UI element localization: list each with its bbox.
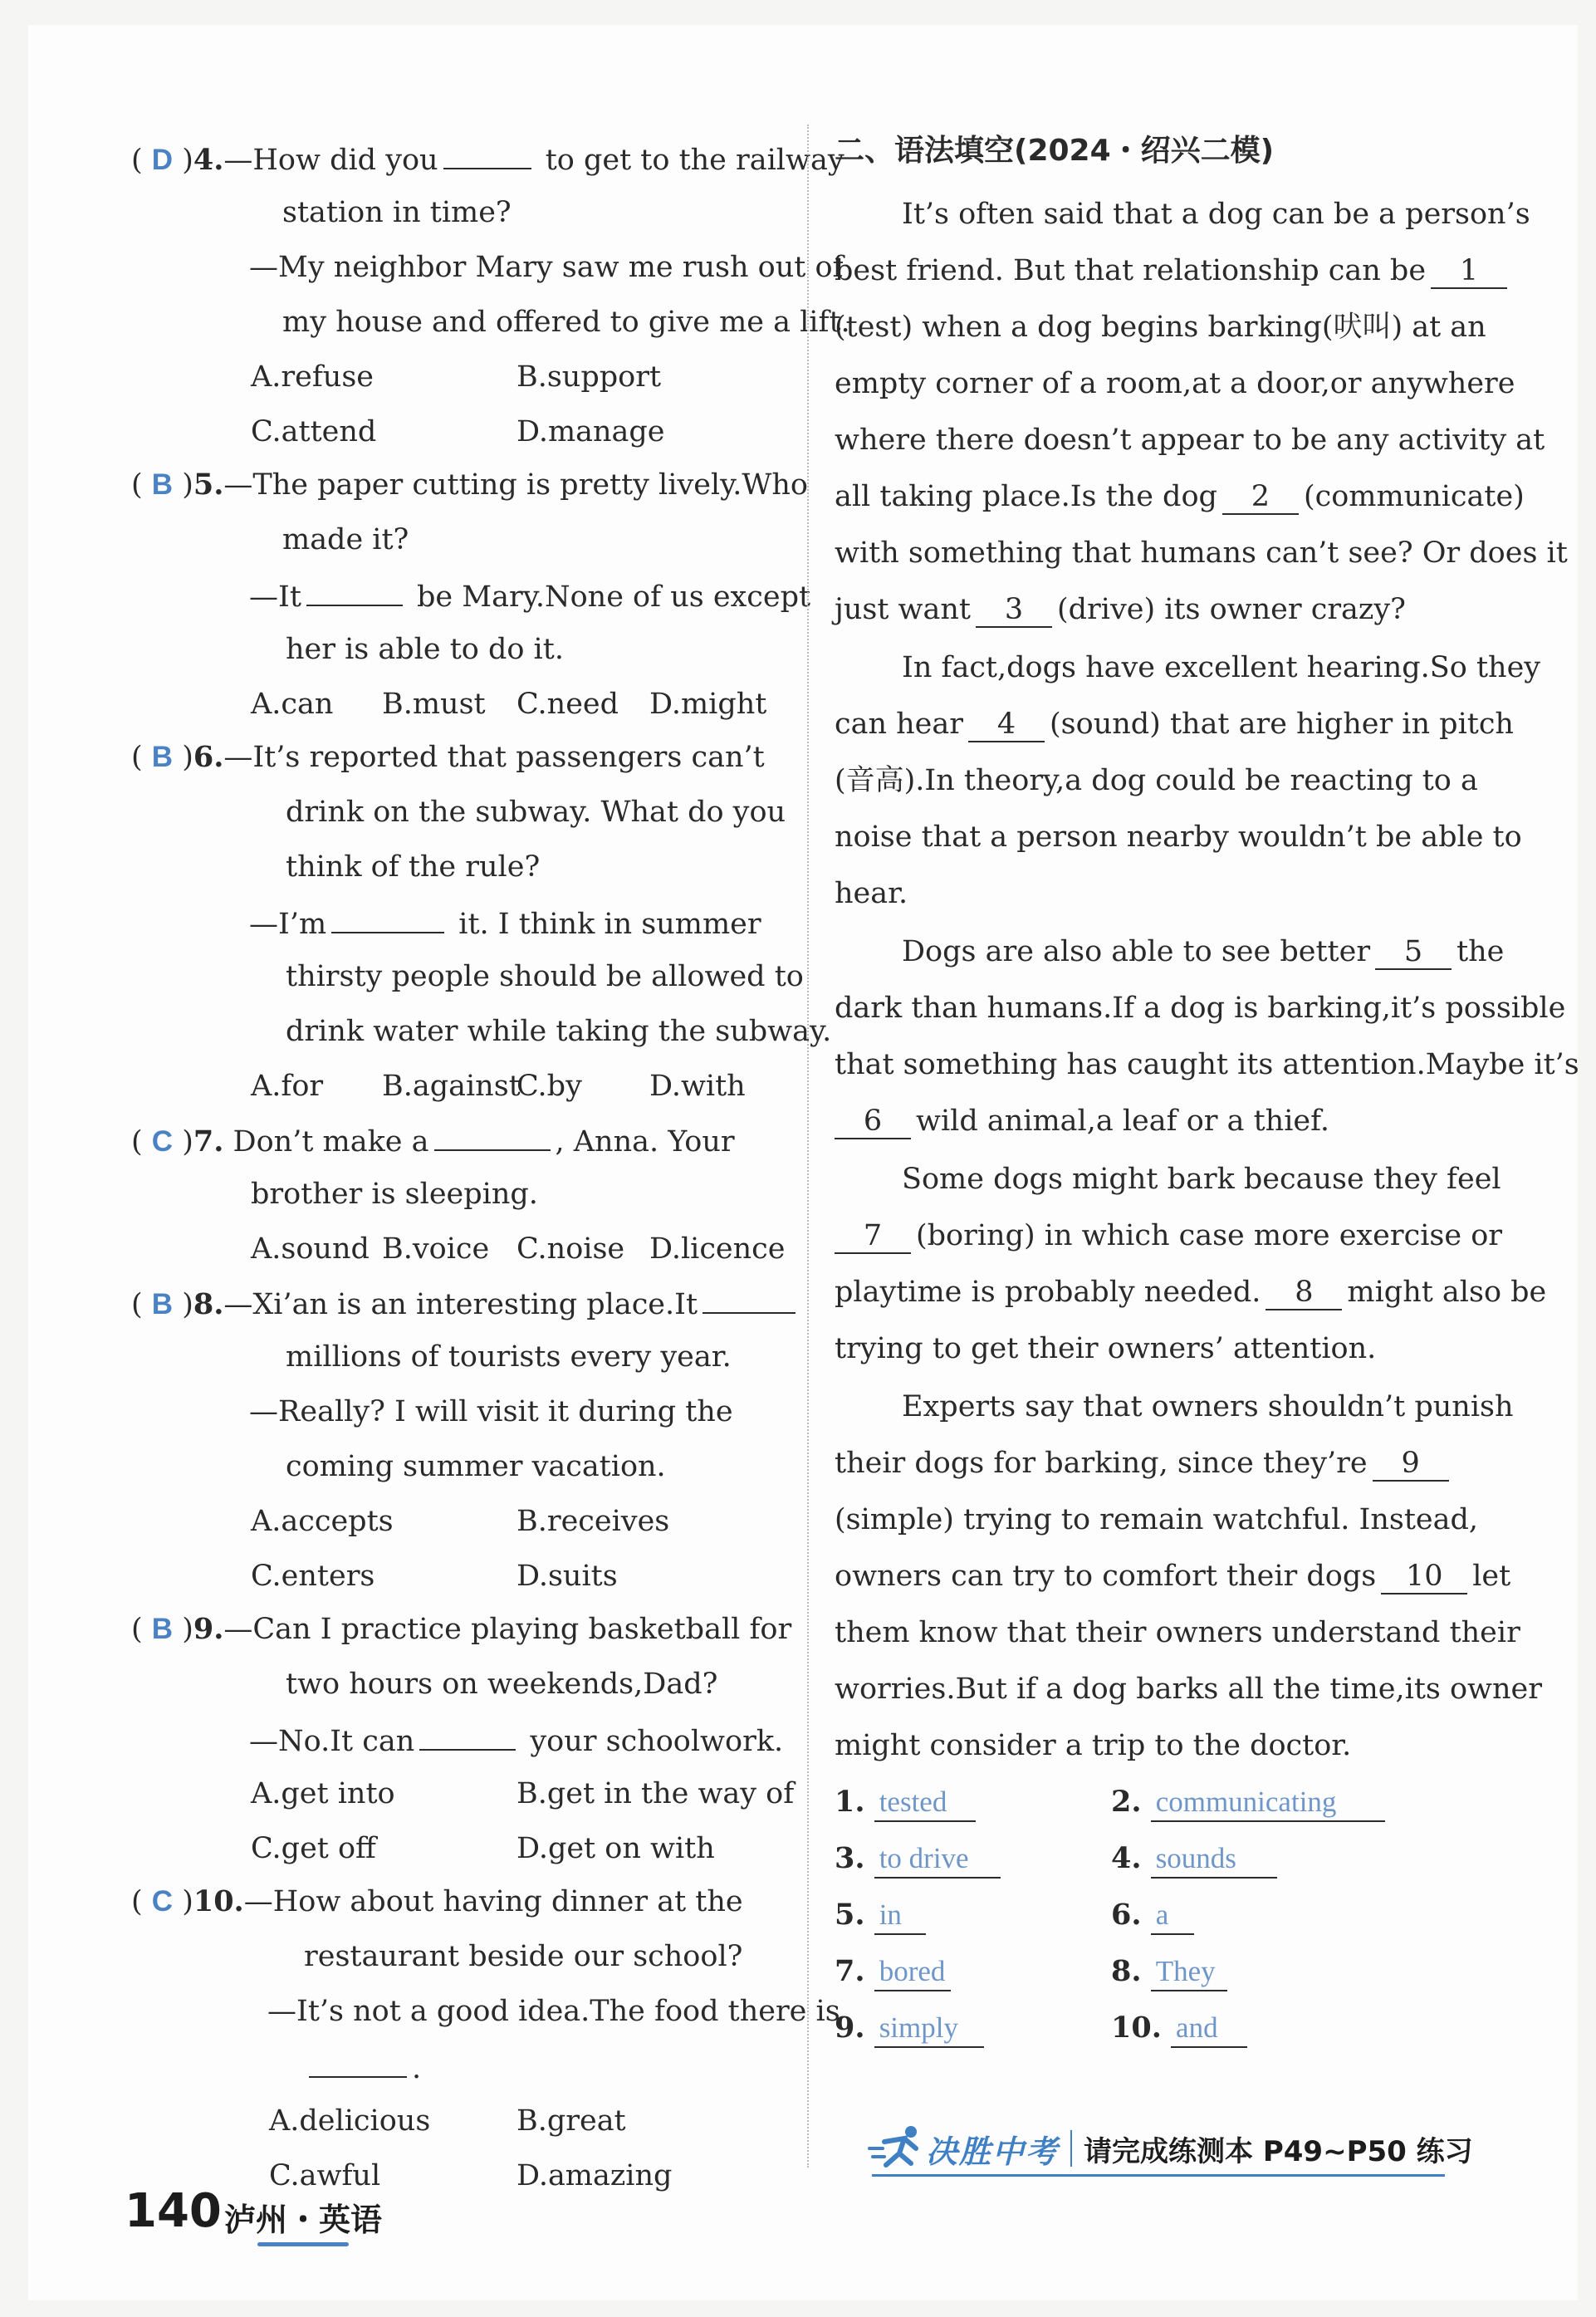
answer-4: D <box>151 144 174 176</box>
fill-answer-1: 1. tested <box>835 1784 976 1822</box>
book-label: 泸州・英语 <box>224 2202 383 2238</box>
question-4: ( D )4.—How did you to get to the railway <box>131 140 845 179</box>
question-5: ( B )5.—The paper cutting is pretty lively.Who <box>131 468 808 502</box>
practice-banner <box>868 2119 1473 2177</box>
section-title: 二、语法填空(2024・绍兴二模) <box>835 134 1275 168</box>
question-9: ( B )9.—Can I practice playing basketball for <box>131 1612 792 1646</box>
answer-10: C <box>151 1885 174 1918</box>
practice-note: 请完成练测本 P49~P50 练习 <box>1084 2134 1473 2168</box>
page-number: 140 <box>125 2184 222 2238</box>
fill-answer-3: 3. to drive <box>835 1840 1001 1879</box>
fill-answer-6: 6. a <box>1111 1897 1194 1935</box>
column-divider <box>807 125 809 2168</box>
fill-answer-2: 2. communicating <box>1111 1784 1385 1822</box>
blank <box>443 140 531 169</box>
brand-logo: 决胜中考 <box>926 2133 1060 2170</box>
question-6: ( B )6.—It’s reported that passengers can’t <box>131 740 765 774</box>
fill-answer-9: 9. simply <box>835 2010 984 2048</box>
answer-8: B <box>151 1288 174 1320</box>
fill-answer-8: 8. They <box>1111 1953 1227 1991</box>
answer-7: C <box>151 1125 174 1158</box>
fill-answer-7: 7. bored <box>835 1953 951 1991</box>
question-10: ( C )10.—How about having dinner at the <box>131 1884 743 1918</box>
question-8: ( B )8.—Xi’an is an interesting place.It <box>131 1284 800 1323</box>
answer-6: B <box>151 741 174 773</box>
fill-answer-4: 4. sounds <box>1111 1840 1277 1879</box>
fill-answer-10: 10. and <box>1111 2010 1247 2048</box>
runner-icon <box>868 2124 926 2173</box>
fill-answer-5: 5. in <box>835 1897 926 1935</box>
question-7: ( C )7. Don’t make a , Anna. Your <box>131 1121 735 1160</box>
answer-5: B <box>151 468 174 501</box>
answer-9: B <box>151 1613 174 1645</box>
footer-accent-bar <box>257 2242 349 2246</box>
